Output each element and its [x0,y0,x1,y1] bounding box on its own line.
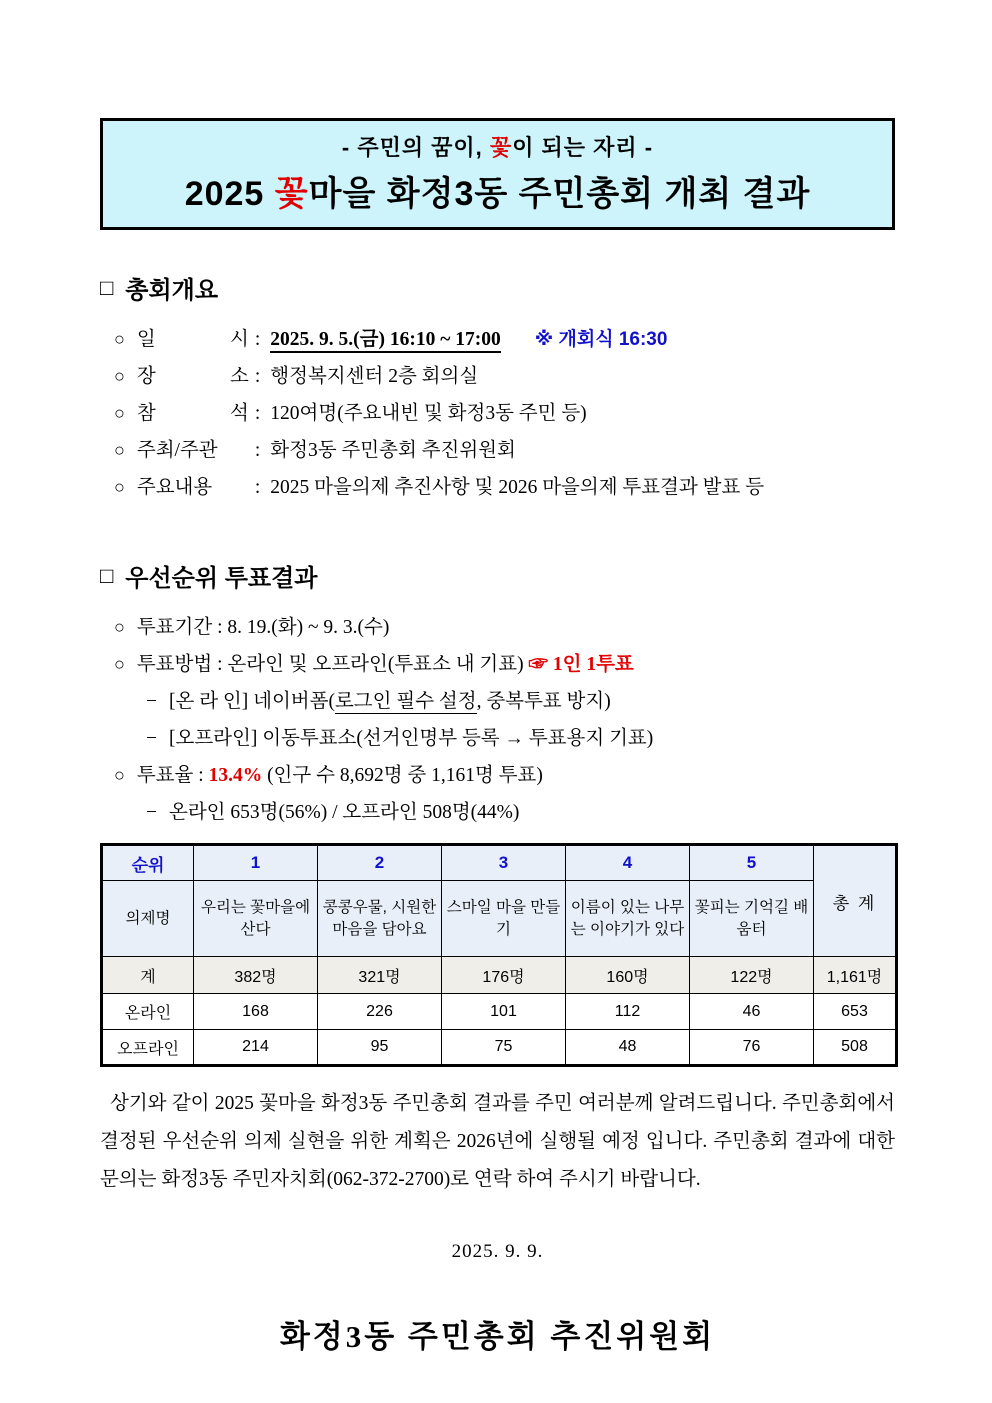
section-overview-title: 총회개요 [125,277,219,304]
item-label: 장 소 [136,366,249,387]
rate-post: (인구 수 8,692명 중 1,161명 투표) [262,765,543,786]
attendee-count: 120여명(주요내빈 및 화정3동 주민 등) [270,403,587,424]
offline-value-5: 76 [690,1030,814,1066]
agenda-5-cell: 꽃피는 기억길 배움터 [690,881,814,957]
overview-item-place [100,358,895,395]
circle-bullet-icon: ○ [114,440,125,460]
closing-paragraph: 상기와 같이 2025 꽃마을 화정3동 주민총회 결과를 주민 여러분께 알려드립니다. 주민총회에서 결정된 우선순위 의제 실현을 위한 계획은 2026년에 실행될 예정 입니다. 주민총회 결과에 대한 문의는 화정3동 주민자치회(062-372-2700)로 연락 하여 주시기 바랍니다. [100,1093,895,1190]
online-total: 653 [814,994,897,1030]
circle-bullet-icon: ○ [114,403,125,423]
rank-2-cell: 2 [318,845,442,881]
offline-value-3: 75 [442,1030,566,1066]
section-vote-heading [100,558,895,593]
online-value-1: 168 [194,994,318,1030]
rank-header-cell: 순위 [102,845,194,881]
item-label: 주최/주관 [136,440,218,461]
meeting-place: 행정복지센터 2층 회의실 [270,366,479,387]
vote-method-line [100,646,895,683]
issuing-organization: 화정3동 주민총회 추진위원회 [279,1319,716,1354]
online-bracket: [온 라 인] [169,691,249,712]
square-marker-icon: □ [100,562,114,588]
offline-value-4: 48 [566,1030,690,1066]
dash-bullet-icon: − [146,691,157,712]
online-offline-split: 온라인 653명(56%) / 오프라인 508명(44%) [169,802,520,823]
title-banner [100,118,895,230]
rank-1-cell: 1 [194,845,318,881]
vote-period-line [100,609,895,646]
square-marker-icon: □ [100,274,114,300]
item-label: 주요내용 [136,477,213,498]
agenda-header-cell: 의제명 [102,881,194,957]
rate-pre: 투표율 : [136,765,209,786]
circle-bullet-icon: ○ [114,477,125,497]
section-overview-heading [100,270,895,305]
rank-4-cell: 4 [566,845,690,881]
agenda-1-cell: 우리는 꽃마을에 산다 [194,881,318,957]
banner-title [107,166,888,215]
offline-row-label: 오프라인 [102,1030,194,1066]
circle-bullet-icon: ○ [114,617,125,637]
title-red-char: 꽃 [274,175,309,213]
dash-bullet-icon: − [146,728,157,749]
subtitle-pre: - 주민의 꿈이, [341,135,490,160]
item-label: 참 석 [136,403,249,424]
table-offline-row [102,1030,897,1066]
colon: : [254,477,261,498]
opening-ceremony-note: ※ 개회식 16:30 [534,329,668,350]
circle-bullet-icon: ○ [114,366,125,386]
document-date: 2025. 9. 9. [451,1241,544,1262]
circle-bullet-icon: ○ [114,765,125,785]
colon: : [254,366,261,387]
section-vote-title: 우선순위 투표결과 [125,565,318,592]
rank-5-cell: 5 [690,845,814,881]
colon: : [254,329,261,350]
subtitle-post: 이 되는 자리 - [512,135,654,160]
meeting-datetime: 2025. 9. 5.(금) 16:10 ~ 17:00 [270,329,500,353]
rank-3-cell: 3 [442,845,566,881]
online-post: , 중복투표 방지) [476,691,611,712]
offline-value-1: 214 [194,1030,318,1066]
online-row-label: 온라인 [102,994,194,1030]
host-organization: 화정3동 주민총회 추진위원회 [270,440,516,461]
sum-value-2: 321명 [318,957,442,994]
vote-offline-detail-line [100,720,895,757]
title-pre: 2025 [184,175,275,213]
agenda-3-cell: 스마일 마을 만들기 [442,881,566,957]
table-online-row [102,994,897,1030]
total-header-cell: 총 계 [814,845,897,957]
offline-value-2: 95 [318,1030,442,1066]
online-pre: 네이버폼( [248,691,335,712]
overview-item-datetime [100,321,895,358]
sum-row-label: 계 [102,957,194,994]
sum-value-4: 160명 [566,957,690,994]
vote-rate-line [100,757,895,794]
offline-total: 508 [814,1030,897,1066]
vote-method: 투표방법 : 온라인 및 오프라인(투표소 내 기표) [136,654,529,675]
vote-period: 투표기간 : 8. 19.(화) ~ 9. 3.(수) [136,617,390,638]
overview-item-host [100,432,895,469]
colon: : [254,440,261,461]
item-label: 일 시 [136,329,249,350]
offline-detail: [오프라인] 이동투표소(선거인명부 등록 → 투표용지 기표) [169,728,654,749]
circle-bullet-icon: ○ [114,654,125,674]
colon: : [254,403,261,424]
main-contents: 2025 마을의제 추진사항 및 2026 마을의제 투표결과 발표 등 [270,477,765,498]
online-value-4: 112 [566,994,690,1030]
online-value-2: 226 [318,994,442,1030]
table-sum-row [102,957,897,994]
table-rank-header-row [102,845,897,881]
sum-total: 1,161명 [814,957,897,994]
sum-value-5: 122명 [690,957,814,994]
online-value-5: 46 [690,994,814,1030]
table-agenda-row [102,881,897,957]
vote-split-line [100,794,895,831]
agenda-4-cell: 이름이 있는 나무는 이야기가 있다 [566,881,690,957]
subtitle-red-char: 꽃 [489,135,513,160]
vote-online-detail-line [100,683,895,720]
online-value-3: 101 [442,994,566,1030]
sum-value-1: 382명 [194,957,318,994]
banner-subtitle [107,131,888,162]
login-required-underlined: 로그인 필수 설정 [334,691,477,712]
sum-value-3: 176명 [442,957,566,994]
overview-item-attendees [100,395,895,432]
vote-results-table [100,843,898,1067]
title-post: 마을 화정3동 주민총회 개최 결과 [308,175,811,213]
dash-bullet-icon: − [146,802,157,823]
one-person-one-vote-note: ☞ 1인 1투표 [528,654,634,675]
turnout-percentage: 13.4% [208,765,263,786]
agenda-2-cell: 콩콩우물, 시원한 마음을 담아요 [318,881,442,957]
overview-item-contents [100,469,895,506]
circle-bullet-icon: ○ [114,329,125,349]
